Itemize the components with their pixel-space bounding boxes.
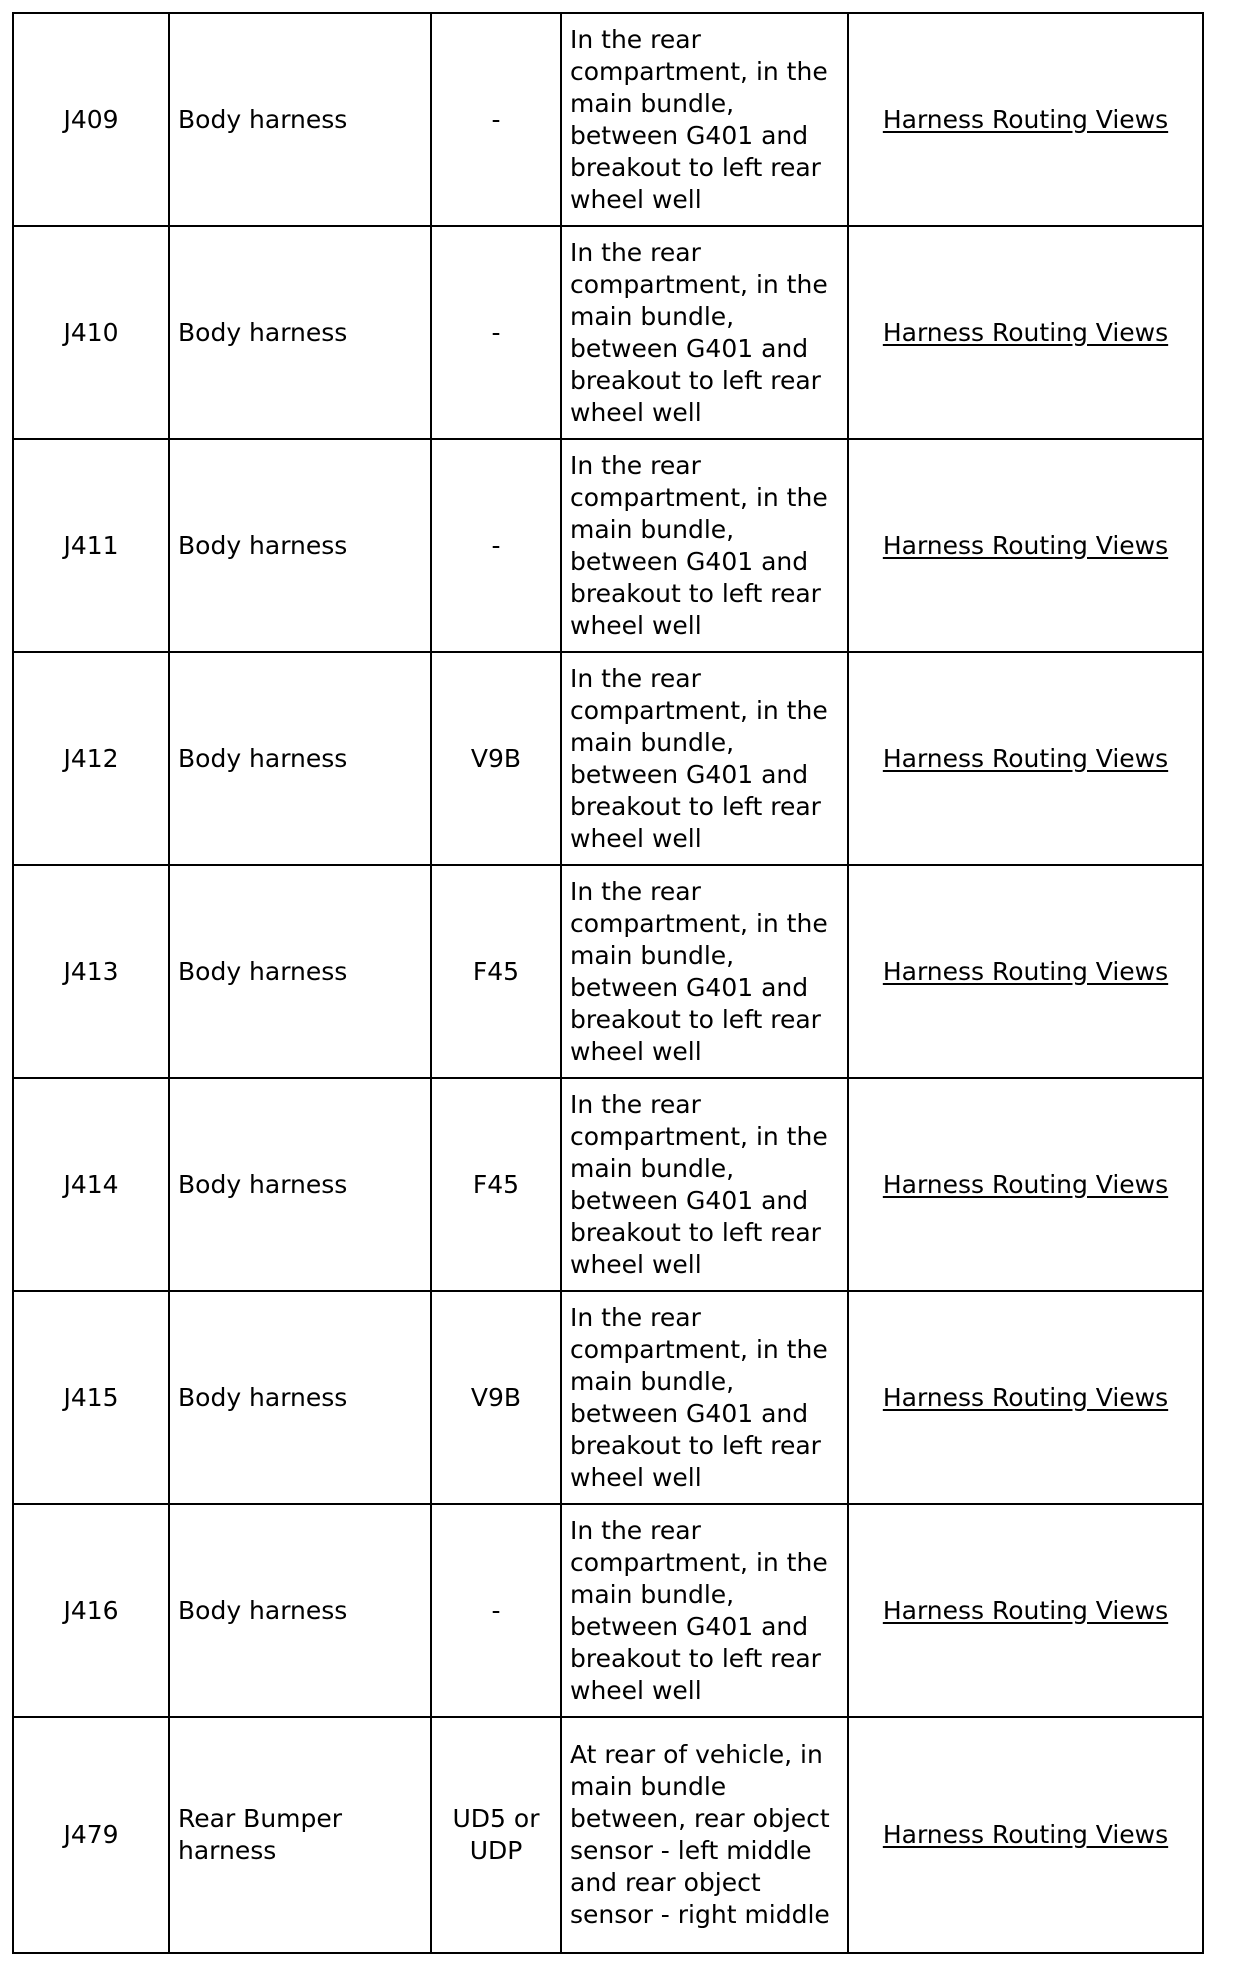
location-description: In the rear compartment, in the main bundle, between G401 and breakout to left rear wheel well bbox=[561, 652, 848, 865]
view-cell bbox=[848, 865, 1203, 1078]
option-code: - bbox=[431, 439, 561, 652]
harness-name: Rear Bumper harness bbox=[169, 1717, 431, 1953]
location-description: At rear of vehicle, in main bundle between, rear object sensor - left middle and rear object sensor - right middle bbox=[561, 1717, 848, 1953]
table-row bbox=[13, 1291, 1203, 1504]
view-cell bbox=[848, 1078, 1203, 1291]
location-description: In the rear compartment, in the main bundle, between G401 and breakout to left rear wheel well bbox=[561, 865, 848, 1078]
splice-id: J415 bbox=[13, 1291, 169, 1504]
location-description: In the rear compartment, in the main bundle, between G401 and breakout to left rear wheel well bbox=[561, 439, 848, 652]
splice-id: J411 bbox=[13, 439, 169, 652]
location-description: In the rear compartment, in the main bundle, between G401 and breakout to left rear wheel well bbox=[561, 1078, 848, 1291]
harness-routing-views-link[interactable]: Harness Routing Views bbox=[882, 1169, 1169, 1199]
harness-routing-views-link[interactable]: Harness Routing Views bbox=[882, 1382, 1169, 1412]
harness-name: Body harness bbox=[169, 1504, 431, 1717]
location-description: In the rear compartment, in the main bundle, between G401 and breakout to left rear wheel well bbox=[561, 1504, 848, 1717]
table-row bbox=[13, 652, 1203, 865]
location-description: In the rear compartment, in the main bundle, between G401 and breakout to left rear wheel well bbox=[561, 226, 848, 439]
splice-id: J416 bbox=[13, 1504, 169, 1717]
harness-routing-views-link[interactable]: Harness Routing Views bbox=[882, 956, 1169, 986]
option-code: V9B bbox=[431, 1291, 561, 1504]
location-description: In the rear compartment, in the main bundle, between G401 and breakout to left rear wheel well bbox=[561, 1291, 848, 1504]
view-cell bbox=[848, 1504, 1203, 1717]
harness-routing-views-link[interactable]: Harness Routing Views bbox=[882, 743, 1169, 773]
table-row bbox=[13, 439, 1203, 652]
harness-name: Body harness bbox=[169, 865, 431, 1078]
splice-id: J410 bbox=[13, 226, 169, 439]
option-code: - bbox=[431, 13, 561, 226]
option-code: F45 bbox=[431, 1078, 561, 1291]
view-cell bbox=[848, 652, 1203, 865]
option-code: V9B bbox=[431, 652, 561, 865]
splice-location-table bbox=[12, 12, 1204, 1954]
splice-id: J409 bbox=[13, 13, 169, 226]
splice-id: J413 bbox=[13, 865, 169, 1078]
harness-routing-views-link[interactable]: Harness Routing Views bbox=[882, 104, 1169, 134]
splice-id: J479 bbox=[13, 1717, 169, 1953]
harness-routing-views-link[interactable]: Harness Routing Views bbox=[882, 1820, 1169, 1849]
option-code: - bbox=[431, 1504, 561, 1717]
table-row bbox=[13, 1078, 1203, 1291]
harness-name: Body harness bbox=[169, 1291, 431, 1504]
view-cell bbox=[848, 439, 1203, 652]
table-row bbox=[13, 1717, 1203, 1953]
option-code: F45 bbox=[431, 865, 561, 1078]
option-code: - bbox=[431, 226, 561, 439]
table-row bbox=[13, 226, 1203, 439]
view-cell bbox=[848, 226, 1203, 439]
option-code: UD5 or UDP bbox=[431, 1717, 561, 1953]
harness-name: Body harness bbox=[169, 226, 431, 439]
view-cell bbox=[848, 13, 1203, 226]
harness-routing-views-link[interactable]: Harness Routing Views bbox=[882, 317, 1169, 347]
harness-routing-views-link[interactable]: Harness Routing Views bbox=[882, 530, 1169, 560]
harness-name: Body harness bbox=[169, 652, 431, 865]
table-row bbox=[13, 1504, 1203, 1717]
harness-routing-views-link[interactable]: Harness Routing Views bbox=[882, 1595, 1169, 1625]
table-row bbox=[13, 13, 1203, 226]
view-cell bbox=[848, 1717, 1203, 1953]
harness-name: Body harness bbox=[169, 439, 431, 652]
harness-name: Body harness bbox=[169, 13, 431, 226]
table-row bbox=[13, 865, 1203, 1078]
splice-id: J412 bbox=[13, 652, 169, 865]
location-description: In the rear compartment, in the main bundle, between G401 and breakout to left rear wheel well bbox=[561, 13, 848, 226]
harness-name: Body harness bbox=[169, 1078, 431, 1291]
splice-id: J414 bbox=[13, 1078, 169, 1291]
view-cell bbox=[848, 1291, 1203, 1504]
